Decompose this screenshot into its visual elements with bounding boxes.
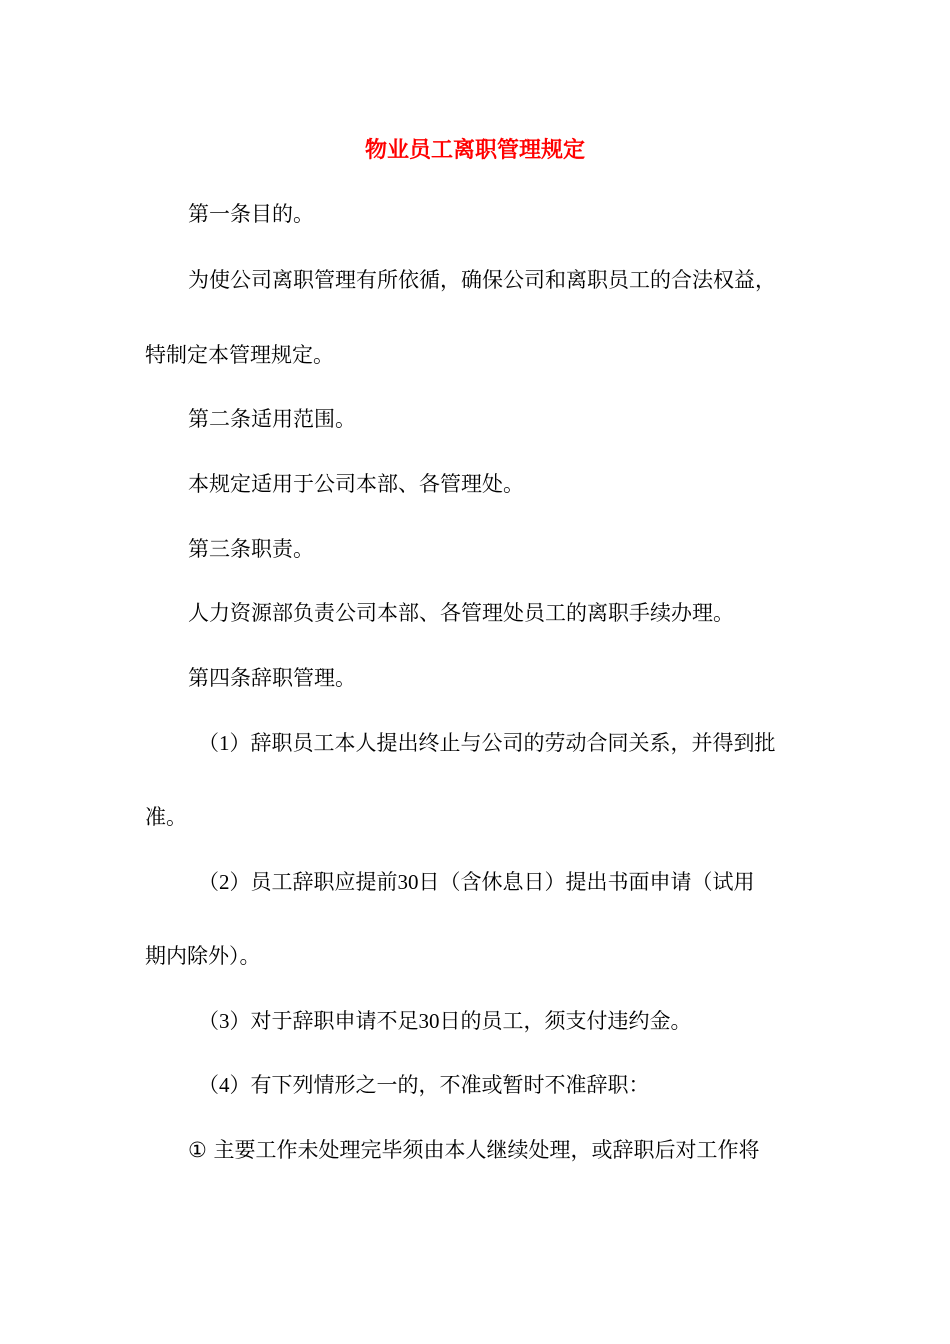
document-title: 物业员工离职管理规定	[364, 138, 585, 163]
article-4-heading: 第四条辞职管理。	[188, 666, 356, 690]
list-item	[198, 1070, 650, 1100]
paragraph-line: 特制定本管理规定。	[145, 343, 334, 367]
article-2-heading: 第二条适用范围。	[188, 407, 356, 431]
item-text: 日的员工，须支付违约金。	[439, 1009, 692, 1033]
item-number: （1）	[198, 731, 251, 755]
days-value: 30	[418, 1009, 440, 1033]
item-text: 有下列情形之一的，不准或暂时不准辞职：	[250, 1073, 650, 1097]
list-item	[198, 867, 755, 897]
item-number: （4）	[198, 1073, 251, 1097]
item-text: 日（含休息日）提出书面申请（试用	[418, 870, 755, 894]
paragraph-line: ① 主要工作未处理完毕须由本人继续处理，或辞职后对工作将	[188, 1138, 760, 1162]
paragraph-line: 人力资源部负责公司本部、各管理处员工的离职手续办理。	[188, 601, 734, 625]
article-1-heading: 第一条目的。	[188, 202, 314, 226]
paragraph-line: 期内除外）。	[145, 944, 261, 968]
paragraph-line: 准。	[145, 805, 187, 829]
paragraph-line: 为使公司离职管理有所依循，确保公司和离职员工的合法权益，	[188, 268, 776, 292]
days-value: 30	[397, 870, 419, 894]
paragraph-line: 本规定适用于公司本部、各管理处。	[188, 472, 524, 496]
list-item	[198, 728, 776, 758]
item-text: 辞职员工本人提出终止与公司的劳动合同关系，并得到批	[250, 731, 776, 755]
item-text: 对于辞职申请不足	[250, 1009, 419, 1033]
item-number: （3）	[198, 1009, 251, 1033]
list-item	[198, 1006, 692, 1036]
item-number: （2）	[198, 870, 251, 894]
item-text: 员工辞职应提前	[250, 870, 398, 894]
article-3-heading: 第三条职责。	[188, 537, 314, 561]
